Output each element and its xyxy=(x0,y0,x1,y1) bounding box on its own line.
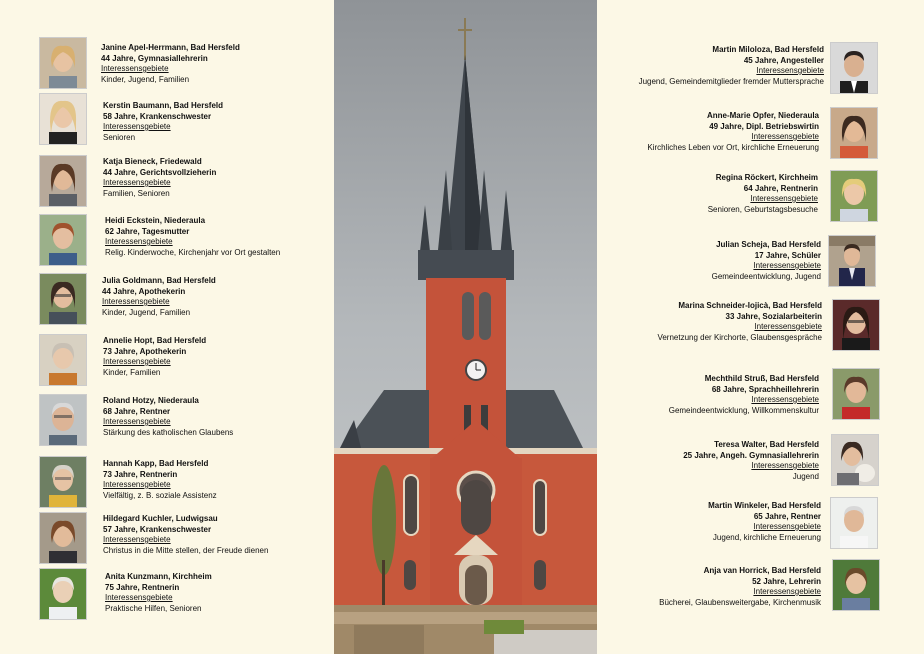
person-age-job: 73 Jahre, Rentnerin xyxy=(103,469,178,479)
portrait-photo xyxy=(39,37,87,89)
portrait-photo xyxy=(832,299,880,351)
person-card xyxy=(102,276,216,318)
portrait-photo xyxy=(832,368,880,420)
person-name: Anita Kunzmann, Kirchheim xyxy=(105,572,212,581)
interests-text: Kinder, Jugend, Familien xyxy=(102,307,191,317)
interests-heading: Interessensgebiete xyxy=(102,297,170,306)
interests-heading: Interessensgebiete xyxy=(103,480,171,489)
person-age-job: 62 Jahre, Tagesmutter xyxy=(105,226,190,236)
person-name: Janine Apel-Herrmann, Bad Hersfeld xyxy=(101,43,240,52)
interests-heading: Interessensgebiete xyxy=(105,593,173,602)
interests-heading: Interessensgebiete xyxy=(751,132,819,141)
person-card xyxy=(103,101,223,143)
person-name: Heidi Eckstein, Niederaula xyxy=(105,216,206,225)
interests-text: Jugend, kirchliche Erneuerung xyxy=(712,532,821,542)
person-card xyxy=(105,216,280,258)
interests-text: Familien, Senioren xyxy=(103,188,170,198)
person-age-job: 52 Jahre, Lehrerin xyxy=(752,576,821,586)
portrait-photo xyxy=(828,235,876,287)
person-name: Julia Goldmann, Bad Hersfeld xyxy=(102,276,216,285)
person-card xyxy=(669,374,819,416)
portrait-photo xyxy=(39,334,87,386)
person-name: Teresa Walter, Bad Hersfeld xyxy=(714,440,819,449)
person-age-job: 75 Jahre, Rentnerin xyxy=(105,582,180,592)
portrait-photo xyxy=(830,42,878,94)
person-card xyxy=(647,111,819,153)
person-card xyxy=(103,396,233,438)
interests-heading: Interessensgebiete xyxy=(103,178,171,187)
person-name: Hildegard Kuchler, Ludwigsau xyxy=(103,514,218,523)
person-card xyxy=(708,173,818,215)
interests-text: Jugend, Gemeindemitglieder fremder Muttersprache xyxy=(638,76,824,86)
interests-heading: Interessensgebiete xyxy=(103,417,171,426)
portrait-photo xyxy=(39,394,87,446)
interests-heading: Interessensgebiete xyxy=(754,322,822,331)
interests-heading: Interessensgebiete xyxy=(753,587,821,596)
interests-text: Gemeindeentwicklung, Jugend xyxy=(711,271,821,281)
person-name: Martin Miloloza, Bad Hersfeld xyxy=(712,45,824,54)
person-card xyxy=(657,301,822,343)
portrait-photo xyxy=(39,273,87,325)
church-photo xyxy=(334,0,597,654)
interests-heading: Interessensgebiete xyxy=(750,194,818,203)
person-name: Mechthild Struß, Bad Hersfeld xyxy=(704,374,819,383)
interests-heading: Interessensgebiete xyxy=(103,122,171,131)
interests-heading: Interessensgebiete xyxy=(751,395,819,404)
interests-text: Vielfältig, z. B. soziale Assistenz xyxy=(103,490,217,500)
person-name: Anja van Horrick, Bad Hersfeld xyxy=(703,566,821,575)
person-age-job: 17 Jahre, Schüler xyxy=(754,250,821,260)
person-age-job: 25 Jahre, Angeh. Gymnasiallehrerin xyxy=(683,450,819,460)
interests-text: Vernetzung der Kirchorte, Glaubensgespräche xyxy=(657,332,822,342)
person-name: Anne-Marie Opfer, Niederaula xyxy=(706,111,819,120)
interests-text: Kinder, Familien xyxy=(103,367,161,377)
interests-heading: Interessensgebiete xyxy=(105,237,173,246)
person-age-job: 58 Jahre, Krankenschwester xyxy=(103,111,212,121)
person-name: Marina Schneider-Iojicà, Bad Hersfeld xyxy=(678,301,822,310)
portrait-photo xyxy=(39,214,87,266)
person-age-job: 44 Jahre, Apothekerin xyxy=(102,286,186,296)
interests-text: Relig. Kinderwoche, Kirchenjahr vor Ort gestalten xyxy=(105,247,281,257)
person-age-job: 49 Jahre, Dipl. Betriebswirtin xyxy=(709,121,819,131)
interests-heading: Interessensgebiete xyxy=(101,64,169,73)
interests-heading: Interessensgebiete xyxy=(103,357,171,366)
portrait-photo xyxy=(39,93,87,145)
person-card xyxy=(659,566,821,608)
person-card xyxy=(105,572,212,614)
person-card xyxy=(101,43,240,85)
person-name: Hannah Kapp, Bad Hersfeld xyxy=(103,459,209,468)
interests-text: Senioren, Geburtstagsbesuche xyxy=(707,204,818,214)
person-age-job: 65 Jahre, Rentner xyxy=(753,511,821,521)
person-age-job: 64 Jahre, Rentnerin xyxy=(743,183,818,193)
right-page xyxy=(597,0,924,654)
interests-heading: Interessensgebiete xyxy=(751,461,819,470)
person-name: Regina Röckert, Kirchheim xyxy=(715,173,818,182)
person-age-job: 68 Jahre, Rentner xyxy=(103,406,171,416)
interests-text: Bücherei, Glaubensweitergabe, Kirchenmusik xyxy=(659,597,821,607)
interests-text: Gemeindeentwicklung, Willkommenskultur xyxy=(668,405,819,415)
interests-text: Senioren xyxy=(103,132,136,142)
person-card xyxy=(103,514,268,556)
person-card xyxy=(683,440,819,482)
person-age-job: 44 Jahre, Gerichtsvollzieherin xyxy=(103,167,217,177)
interests-heading: Interessensgebiete xyxy=(753,522,821,531)
person-card xyxy=(103,459,217,501)
person-name: Julian Scheja, Bad Hersfeld xyxy=(716,240,821,249)
person-age-job: 33 Jahre, Sozialarbeiterin xyxy=(725,311,822,321)
person-card xyxy=(712,240,821,282)
portrait-photo xyxy=(39,512,87,564)
person-name: Roland Hotzy, Niederaula xyxy=(103,396,199,405)
person-age-job: 68 Jahre, Sprachheillehrerin xyxy=(711,384,819,394)
interests-text: Kirchliches Leben vor Ort, kirchliche Erneuerung xyxy=(647,142,819,152)
person-age-job: 44 Jahre, Gymnasiallehrerin xyxy=(101,53,208,63)
portrait-photo xyxy=(832,559,880,611)
person-card xyxy=(103,157,216,199)
person-name: Katja Bieneck, Friedewald xyxy=(103,157,202,166)
person-age-job: 73 Jahre, Apothekerin xyxy=(103,346,187,356)
interests-heading: Interessensgebiete xyxy=(753,261,821,270)
portrait-photo xyxy=(39,155,87,207)
portrait-photo xyxy=(39,568,87,620)
interests-text: Kinder, Jugend, Familien xyxy=(101,74,190,84)
left-page xyxy=(0,0,334,654)
interests-text: Christus in die Mitte stellen, der Freude dienen xyxy=(103,545,269,555)
person-age-job: 45 Jahre, Angesteller xyxy=(743,55,824,65)
interests-text: Stärkung des katholischen Glaubens xyxy=(103,427,234,437)
portrait-photo xyxy=(830,107,878,159)
person-card xyxy=(103,336,206,378)
interests-text: Jugend xyxy=(792,471,819,481)
portrait-photo xyxy=(39,456,87,508)
person-card xyxy=(639,45,824,87)
person-card xyxy=(708,501,821,543)
portrait-photo xyxy=(831,434,879,486)
interests-heading: Interessensgebiete xyxy=(756,66,824,75)
person-age-job: 57 Jahre, Krankenschwester xyxy=(103,524,212,534)
interests-heading: Interessensgebiete xyxy=(103,535,171,544)
person-name: Annelie Hopt, Bad Hersfeld xyxy=(103,336,207,345)
person-name: Kerstin Baumann, Bad Hersfeld xyxy=(103,101,224,110)
portrait-photo xyxy=(830,170,878,222)
person-name: Martin Winkeler, Bad Hersfeld xyxy=(708,501,821,510)
portrait-photo xyxy=(830,497,878,549)
interests-text: Praktische Hilfen, Senioren xyxy=(105,603,202,613)
